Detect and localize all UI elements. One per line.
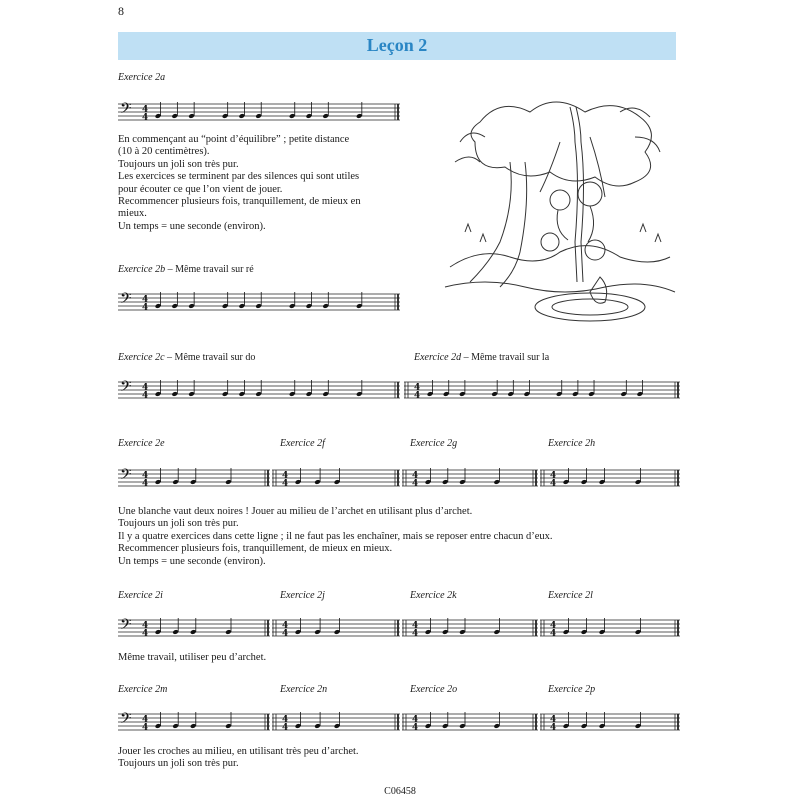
exercise-2p-label: Exercice 2p: [548, 684, 596, 695]
time-signature-bottom: 4: [550, 723, 557, 733]
exercise-2b-staff: [118, 288, 400, 318]
time-signature-bottom: 4: [142, 113, 149, 123]
exercise-2g-staff: [402, 464, 538, 494]
exercise-2o-label: Exercice 2o: [410, 684, 458, 695]
time-signature-bottom: 4: [412, 723, 419, 733]
same-work-line: Même travail, utiliser peu d’archet.: [118, 652, 267, 663]
exercise-label-number: Exercice 2b: [118, 264, 166, 275]
half-notes-line: Recommencer plusieurs fois, tranquillement, de mieux en mieux.: [118, 543, 393, 555]
lesson-title-bar: [118, 32, 676, 60]
exercise-2p-staff: [540, 708, 680, 738]
time-signature-bottom: 4: [412, 629, 419, 639]
exercise-2d-staff: [404, 376, 680, 406]
time-signature-top: 4: [412, 471, 419, 481]
intro-line: En commençant au “point d’équilibre” ; petite distance: [118, 134, 350, 145]
exercise-2l-staff: [540, 614, 680, 644]
time-signature-top: 4: [142, 105, 149, 115]
intro-line: mieux.: [118, 208, 147, 220]
intro-line: Un temps = une seconde (environ).: [118, 220, 266, 232]
exercise-2c-staff: [118, 376, 400, 406]
exercise-2m-label: Exercice 2m: [118, 684, 168, 695]
intro-line: Toujours un joli son très pur.: [118, 158, 239, 170]
intro-line: (10 à 20 centimètres).: [118, 146, 210, 158]
exercise-2b-label: [118, 264, 254, 275]
time-signature-bottom: 4: [282, 723, 289, 733]
half-notes-text: [118, 506, 553, 568]
time-signature-top: 4: [412, 715, 419, 725]
time-signature-top: 4: [142, 621, 149, 631]
time-signature-top: 4: [142, 715, 149, 725]
exercise-label-suffix: – Même travail sur la: [461, 352, 550, 363]
time-signature-top: 4: [414, 383, 421, 393]
intro-line: pour écouter ce que l’on vient de jouer.: [118, 183, 283, 195]
exercise-2l-label: Exercice 2l: [548, 590, 593, 601]
time-signature-bottom: 4: [412, 479, 419, 489]
exercise-2g-label: Exercice 2g: [410, 438, 458, 449]
exercise-2j-staff: [272, 614, 400, 644]
exercise-2e-label: Exercice 2e: [118, 438, 165, 449]
half-notes-line: Un temps = une seconde (environ).: [118, 555, 266, 567]
bass-clef-icon: 𝄢: [120, 710, 132, 731]
exercise-2m-staff: [118, 708, 270, 738]
eighths-line: Jouer les croches au milieu, en utilisant très peu d’archet.: [118, 746, 359, 757]
time-signature-bottom: 4: [142, 303, 149, 313]
time-signature-bottom: 4: [550, 479, 557, 489]
half-notes-line: Une blanche vaut deux noires ! Jouer au milieu de l’archet en utilisant plus d’archet.: [118, 506, 473, 517]
same-work-text: [118, 652, 266, 664]
exercise-2d-label: [414, 352, 549, 363]
exercise-2o-staff: [402, 708, 538, 738]
exercise-2f-staff: [272, 464, 400, 494]
time-signature-bottom: 4: [142, 391, 149, 401]
bass-clef-icon: 𝄢: [120, 290, 132, 311]
footer-code: C06458: [384, 786, 416, 797]
half-notes-line: Il y a quatre exercices dans cette ligne ; il ne faut pas les enchaîner, mais se reposer entre chacun d’eux.: [118, 530, 553, 542]
eighths-line: Toujours un joli son très pur.: [118, 758, 239, 770]
exercise-2n-label: Exercice 2n: [280, 684, 328, 695]
intro-line: Recommencer plusieurs fois, tranquillement, de mieux en: [118, 196, 361, 208]
time-signature-bottom: 4: [142, 479, 149, 489]
time-signature-top: 4: [282, 621, 289, 631]
exercise-2j-label: Exercice 2j: [280, 590, 325, 601]
exercise-label-number: Exercice 2d: [414, 352, 462, 363]
bass-clef-icon: 𝄢: [120, 100, 132, 121]
exercise-2h-label: Exercice 2h: [548, 438, 596, 449]
lesson-title: Leçon 2: [366, 35, 428, 55]
time-signature-top: 4: [142, 471, 149, 481]
bass-clef-icon: 𝄢: [120, 616, 132, 637]
half-notes-line: Toujours un joli son très pur.: [118, 518, 239, 530]
bass-clef-icon: 𝄢: [120, 466, 132, 487]
exercise-2f-label: Exercice 2f: [280, 438, 325, 449]
exercise-2k-staff: [402, 614, 538, 644]
exercise-2a-label: Exercice 2a: [118, 72, 166, 83]
tree-rope-illustration: [440, 82, 680, 332]
time-signature-top: 4: [550, 715, 557, 725]
exercise-2n-staff: [272, 708, 400, 738]
bass-clef-icon: 𝄢: [120, 378, 132, 399]
exercise-2h-staff: [540, 464, 680, 494]
exercise-2e-staff: [118, 464, 270, 494]
time-signature-bottom: 4: [282, 479, 289, 489]
exercise-label-suffix: – Même travail sur ré: [165, 264, 254, 275]
time-signature-top: 4: [142, 383, 149, 393]
exercise-label-suffix: – Même travail sur do: [164, 352, 256, 363]
intro-text: [118, 134, 361, 233]
time-signature-top: 4: [412, 621, 419, 631]
exercise-2i-label: Exercice 2i: [118, 590, 163, 601]
time-signature-top: 4: [142, 295, 149, 305]
exercise-2c-label: [118, 352, 255, 363]
time-signature-top: 4: [550, 471, 557, 481]
intro-line: Les exercices se terminent par des silences qui sont utiles: [118, 171, 360, 183]
time-signature-top: 4: [550, 621, 557, 631]
time-signature-top: 4: [282, 715, 289, 725]
time-signature-bottom: 4: [142, 629, 149, 639]
time-signature-bottom: 4: [282, 629, 289, 639]
time-signature-bottom: 4: [414, 391, 421, 401]
eighths-text: [118, 746, 359, 771]
exercise-2a-staff: [118, 98, 400, 128]
exercise-2k-label: Exercice 2k: [410, 590, 457, 601]
time-signature-bottom: 4: [142, 723, 149, 733]
exercise-label-number: Exercice 2c: [118, 352, 165, 363]
page-number: 8: [118, 4, 124, 18]
exercise-2i-staff: [118, 614, 270, 644]
time-signature-top: 4: [282, 471, 289, 481]
time-signature-bottom: 4: [550, 629, 557, 639]
